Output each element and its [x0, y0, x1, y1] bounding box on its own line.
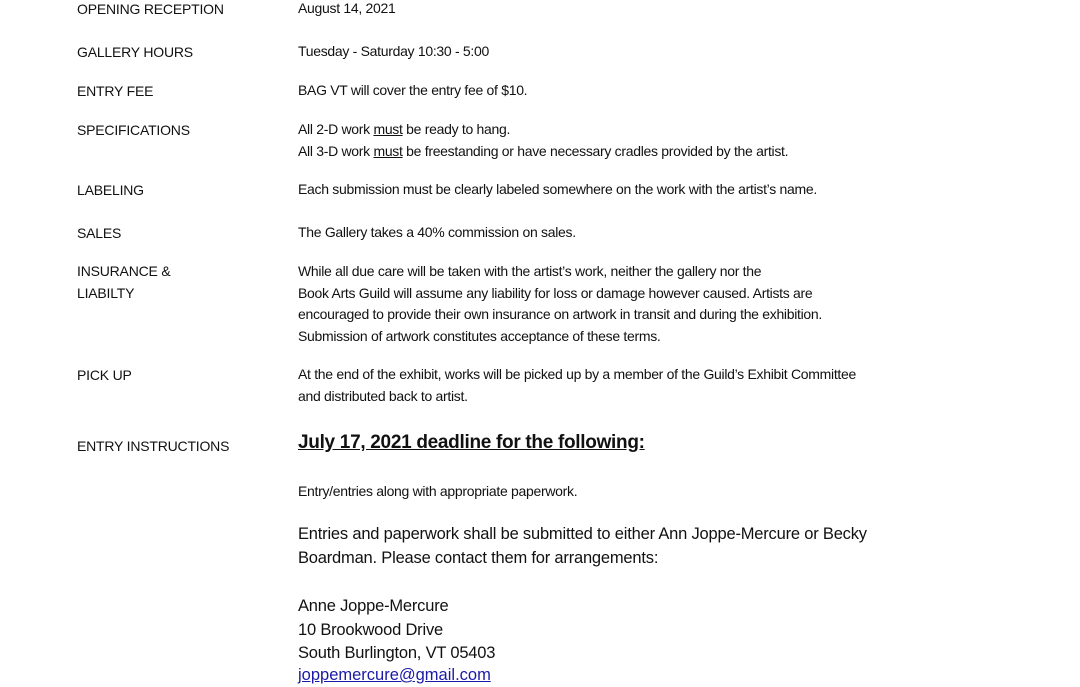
label-insurance-line1: INSURANCE & — [77, 263, 171, 279]
value-labeling: Each submission must be clearly labeled somewhere on the work with the artist’s name. — [298, 181, 817, 197]
spec-2d-text: All 2-D work — [298, 121, 374, 137]
spec-2d-text-end: be ready to hang. — [402, 121, 511, 137]
value-insurance — [298, 261, 822, 347]
value-specifications — [298, 119, 788, 162]
contact-name: Anne Joppe-Mercure — [298, 597, 449, 615]
submission-line: Entries and paperwork shall be submitted to either Ann Joppe-Mercure or Becky — [298, 525, 867, 543]
label-opening-reception: OPENING RECEPTION — [77, 1, 224, 17]
submission-instructions — [298, 523, 867, 570]
deadline-heading: July 17, 2021 deadline for the following: — [298, 432, 645, 453]
pick-up-line: and distributed back to artist. — [298, 387, 468, 404]
spec-2d-must: must — [373, 121, 403, 137]
label-insurance — [77, 260, 170, 304]
insurance-line: While all due care will be taken with the artist’s work, neither the gallery nor the — [298, 263, 762, 279]
label-specifications: SPECIFICATIONS — [77, 122, 190, 138]
contact-address — [298, 595, 495, 666]
submission-line: Boardman. Please contact them for arrangements: — [298, 548, 659, 567]
insurance-line: Book Arts Guild will assume any liability for loss or damage however caused. Artists are — [298, 284, 813, 301]
entry-item: Entry/entries along with appropriate paperwork. — [298, 483, 578, 499]
value-opening-reception: August 14, 2021 — [298, 0, 396, 16]
label-insurance-line2: LIABILTY — [77, 285, 135, 301]
value-entry-fee: BAG VT will cover the entry fee of $10. — [298, 82, 528, 98]
pick-up-line: At the end of the exhibit, works will be picked up by a member of the Guild’s Exhibit Committee — [298, 366, 856, 382]
label-entry-fee: ENTRY FEE — [77, 83, 154, 99]
label-labeling: LABELING — [77, 182, 144, 198]
contact-email-link[interactable]: joppemercure@gmail.com — [298, 666, 491, 684]
value-sales: The Gallery takes a 40% commission on sales. — [298, 224, 576, 240]
contact-street: 10 Brookwood Drive — [298, 620, 443, 639]
contact-city: South Burlington, VT 05403 — [298, 644, 496, 662]
label-gallery-hours: GALLERY HOURS — [77, 44, 193, 60]
insurance-line: encouraged to provide their own insurance on artwork in transit and during the exhibition. — [298, 306, 822, 322]
label-sales: SALES — [77, 225, 122, 241]
insurance-line: Submission of artwork constitutes acceptance of these terms. — [298, 327, 661, 344]
label-pick-up: PICK UP — [77, 367, 132, 383]
spec-3d-text: All 3-D work — [298, 142, 374, 159]
spec-3d-must: must — [373, 142, 403, 159]
label-entry-instructions: ENTRY INSTRUCTIONS — [77, 438, 230, 454]
value-gallery-hours: Tuesday - Saturday 10:30 - 5:00 — [298, 43, 489, 59]
spec-3d-text-end: be freestanding or have necessary cradles provided by the artist. — [402, 142, 789, 159]
value-pick-up — [298, 364, 856, 407]
